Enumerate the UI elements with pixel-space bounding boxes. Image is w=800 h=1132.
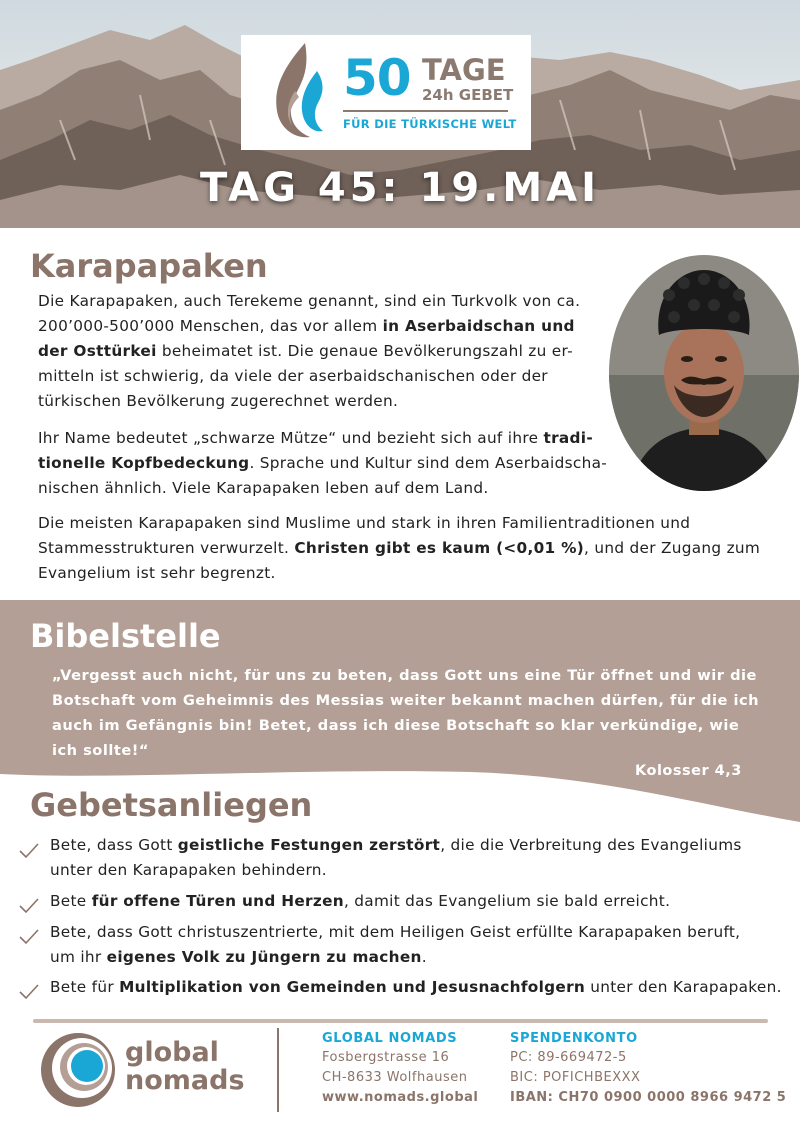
org-street: Fosbergstrasse 16	[322, 1050, 450, 1065]
emphasis-text: tionelle Kopfbedeckung	[38, 454, 250, 472]
logo-tagline: FÜR DIE TÜRKISCHE WELT	[343, 117, 517, 131]
emphasis-text: geistliche Festungen zerstört	[177, 836, 441, 854]
prayer-item-3	[50, 920, 790, 970]
emphasis-text: tradi-	[543, 429, 593, 447]
footer-logo-word-global: global	[125, 1037, 219, 1068]
text-line: mitteln ist schwierig, da viele der aserbaidschanischen oder der	[38, 367, 548, 385]
flame-icon	[265, 41, 327, 141]
people-paragraph-2	[38, 426, 623, 501]
text-line: Stammesstrukturen verwurzelt. Christen gibt es kaum (<0,01 %), und der Zugang zum	[38, 539, 761, 557]
logo-subtitle: 24h GEBET	[422, 86, 514, 104]
quote-line: auch im Gefängnis bin! Betet, dass ich diese Botschaft so klar verkündige, wie	[52, 717, 740, 734]
section-title-people: Karapapaken	[30, 247, 268, 285]
text-line: Evangelium ist sehr begrenzt.	[38, 564, 276, 582]
bank-bic: BIC: POFICHBEXXX	[510, 1070, 641, 1085]
prayer-item-2	[50, 889, 790, 914]
checkmark-icon	[18, 928, 40, 946]
people-paragraph-3	[38, 511, 778, 586]
checkmark-icon	[18, 897, 40, 915]
text-line: der Osttürkei beheimatet ist. Die genaue Bevölkerungszahl zu er-	[38, 342, 573, 360]
checkmark-icon	[18, 983, 40, 1001]
portrait-photo	[609, 255, 799, 491]
org-website-link[interactable]: www.nomads.global	[322, 1090, 479, 1105]
quote-line: „Vergesst auch nicht, für uns zu beten, dass Gott uns eine Tür öffnet und wir die	[52, 667, 757, 684]
emphasis-text: eigenes Volk zu Jüngern zu machen	[106, 948, 422, 966]
global-nomads-logo-icon	[38, 1030, 118, 1110]
section-title-prayer: Gebetsanliegen	[30, 786, 313, 824]
text-line: nischen ähnlich. Viele Karapapaken leben auf dem Land.	[38, 479, 489, 497]
bank-iban: IBAN: CH70 0900 0000 8966 9472 5	[510, 1090, 787, 1105]
logo-number: 50	[343, 49, 411, 107]
text-line: Bete für offene Türen und Herzen, damit das Evangelium sie bald erreicht.	[50, 892, 671, 910]
emphasis-text: der Osttürkei	[38, 342, 157, 360]
bible-quote	[52, 663, 762, 763]
prayer-item-1	[50, 833, 790, 883]
org-heading: GLOBAL NOMADS	[322, 1031, 458, 1046]
text-line: Bete für Multiplikation von Gemeinden und Jesusnachfolgern unter den Karapapaken.	[50, 978, 782, 996]
footer-logo-word-nomads: nomads	[125, 1065, 245, 1096]
checkmark-icon	[18, 842, 40, 860]
text-line: Ihr Name bedeutet „schwarze Mütze“ und bezieht sich auf ihre tradi-	[38, 429, 593, 447]
emphasis-text: für offene Türen und Herzen	[91, 892, 344, 910]
text-line: um ihr eigenes Volk zu Jüngern zu machen.	[50, 948, 427, 966]
people-paragraph-1	[38, 289, 613, 414]
emphasis-text: in Aserbaidschan und	[382, 317, 575, 335]
bank-heading: SPENDENKONTO	[510, 1031, 638, 1046]
quote-line: ich sollte!“	[52, 742, 149, 759]
text-line: Die Karapapaken, auch Terekeme genannt, sind ein Turkvolk von ca.	[38, 292, 581, 310]
text-line: unter den Karapapaken behindern.	[50, 861, 327, 879]
text-line: Bete, dass Gott christuszentrierte, mit dem Heiligen Geist erfüllte Karapapaken beruft,	[50, 923, 741, 941]
text-line: tionelle Kopfbedeckung. Sprache und Kultur sind dem Aserbaidscha-	[38, 454, 608, 472]
footer-divider	[33, 1019, 768, 1023]
bank-pc: PC: 89-669472-5	[510, 1050, 627, 1065]
logo-divider	[343, 110, 508, 112]
section-title-bible: Bibelstelle	[30, 617, 221, 655]
logo-word: TAGE	[422, 53, 506, 87]
footer-vertical-divider	[277, 1028, 279, 1112]
text-line: Die meisten Karapapaken sind Muslime und stark in ihren Familientraditionen und	[38, 514, 691, 532]
quote-line: Botschaft vom Geheimnis des Messias weiter bekannt machen dürfen, für die ich	[52, 692, 759, 709]
emphasis-text: Multiplikation von Gemeinden und Jesusnachfolgern	[119, 978, 586, 996]
org-city: CH-8633 Wolfhausen	[322, 1070, 468, 1085]
bible-reference: Kolosser 4,3	[635, 763, 742, 779]
emphasis-text: Christen gibt es kaum (<0,01 %)	[294, 539, 584, 557]
text-line: Bete, dass Gott geistliche Festungen zerstört, die die Verbreitung des Evangeliums	[50, 836, 742, 854]
text-line: türkischen Bevölkerung zugerechnet werden.	[38, 392, 399, 410]
prayer-item-4	[50, 975, 790, 1000]
day-title: TAG 45: 19.MAI	[200, 165, 600, 211]
text-line: 200’000-500’000 Menschen, das vor allem in Aserbaidschan und	[38, 317, 575, 335]
